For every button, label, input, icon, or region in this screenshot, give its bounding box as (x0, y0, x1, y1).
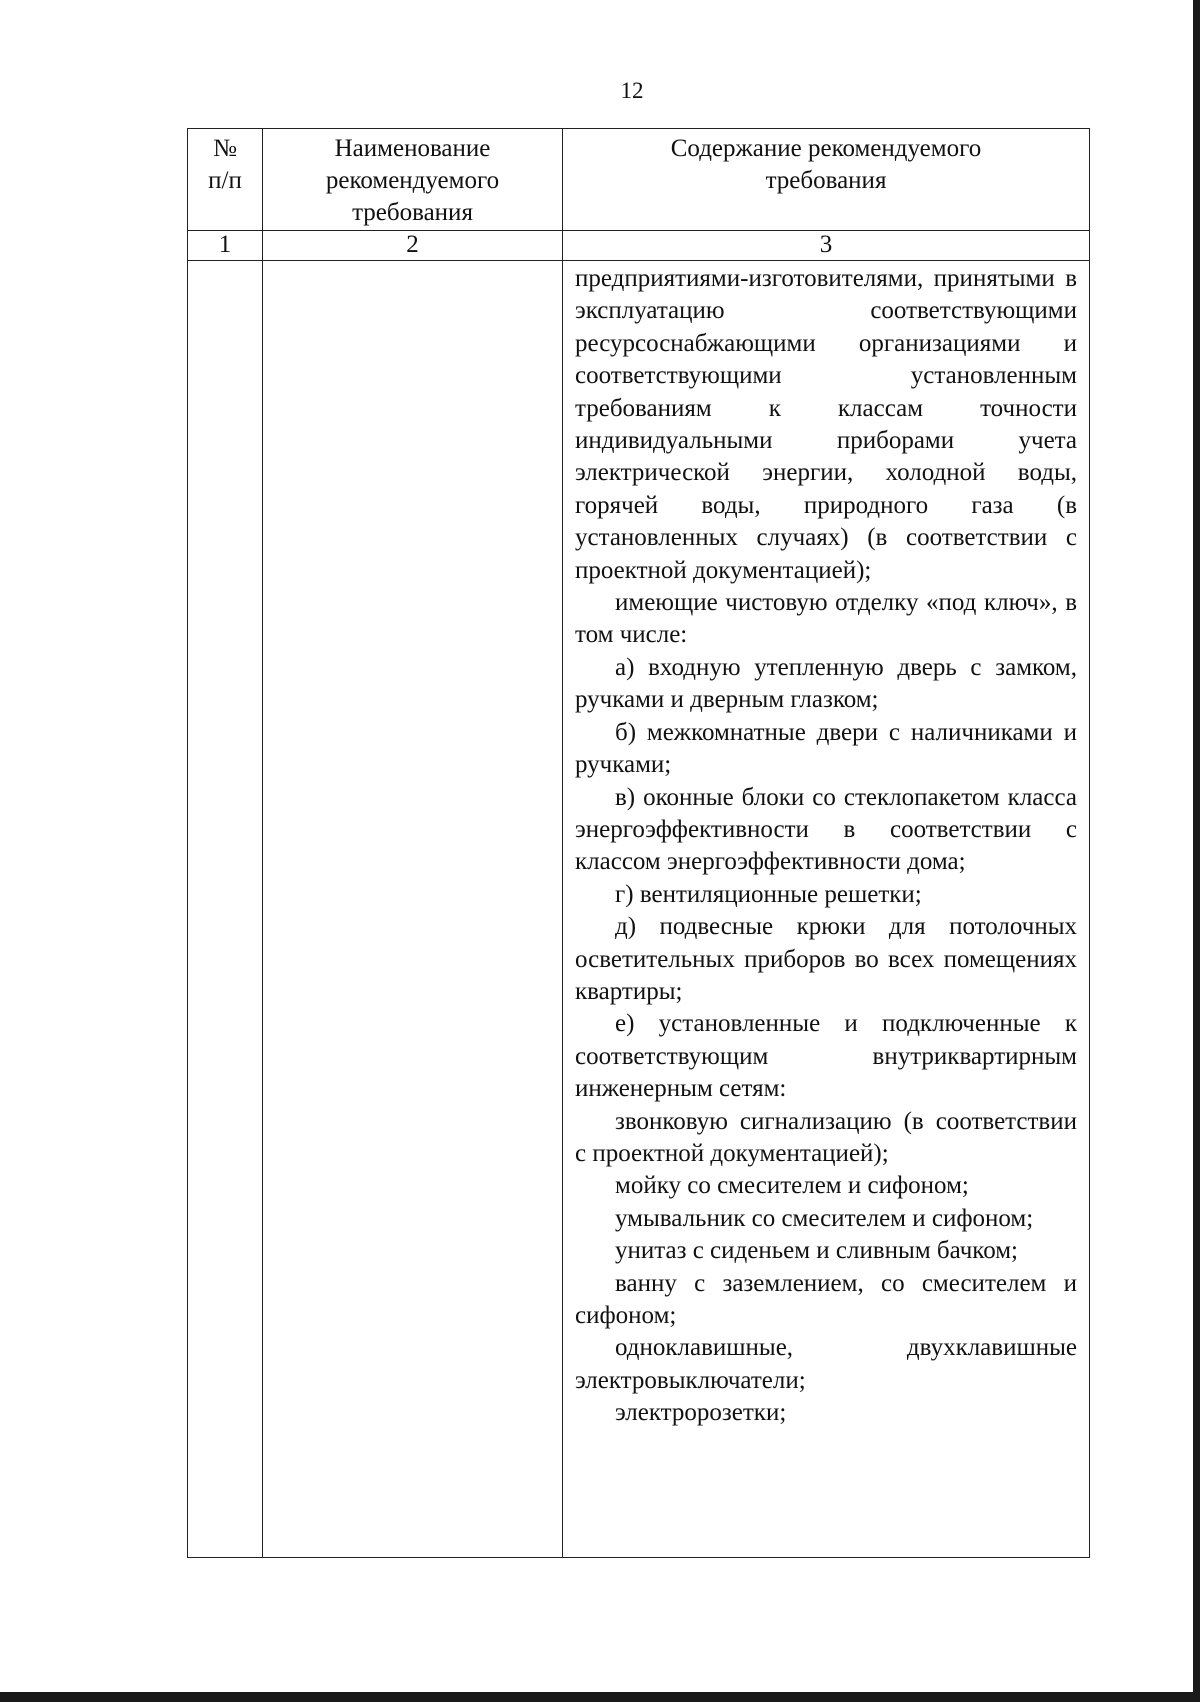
content-paragraph: предприятиями-изготовителями, принятыми в эксплуатацию соответствующими ресурсоснабжающими организациями и соответствующими установленным требованиям к классам точности индивидуальными приборами учета электрической энергии, холодной воды, горячей воды, природного газа (в установленных случаях) (в соответствии с проектной документацией); (575, 265, 1077, 584)
content-paragraph: в) оконные блоки со стеклопакетом класса энергоэффективности в соответствии с классом энергоэффективности дома; (575, 783, 1077, 876)
scan-edge-bottom (0, 1692, 1200, 1702)
page-number: 12 (620, 78, 644, 103)
cell-number (188, 261, 263, 1558)
cell-name (263, 261, 563, 1558)
content-paragraph: звонковую сигнализацию (в соответствии с проектной документацией); (575, 1107, 1077, 1167)
content-text (563, 261, 1089, 1430)
content-paragraph: одноклавишные, двухклавишные электровыключатели; (575, 1334, 1077, 1394)
header-number: № п/п (188, 129, 263, 231)
header-name: Наименование рекомендуемого требования (263, 129, 563, 231)
content-paragraph: имеющие чистовую отделку «под ключ», в том числе: (575, 589, 1077, 649)
content-paragraph: г) вентиляционные решетки; (615, 880, 922, 908)
content-paragraph: а) входную утепленную дверь с замком, ручками и дверным глазком; (575, 653, 1077, 714)
content-paragraph: е) установленные и подключенные к соответствующим внутриквартирным инженерным сетям: (575, 1010, 1077, 1103)
content-paragraph: электророзетки; (615, 1399, 787, 1427)
content-paragraph: б) межкомнатные двери с наличниками и ручками; (575, 718, 1077, 779)
column-number-1: 1 (188, 231, 263, 261)
content-paragraph: мойку со смесителем и сифоном; (615, 1172, 969, 1200)
column-number-row (188, 231, 1090, 261)
requirements-table (187, 128, 1090, 1558)
table-row (188, 261, 1090, 1558)
content-paragraph: умывальник со смесителем и сифоном; (615, 1204, 1034, 1232)
content-paragraph: д) подвесные крюки для потолочных осветительных приборов во всех помещениях квартиры; (575, 913, 1077, 1005)
content-paragraph: ванну с заземлением, со смесителем и сифоном; (575, 1269, 1077, 1329)
header-content: Содержание рекомендуемого требования (563, 129, 1090, 231)
scan-edge-right (1193, 0, 1200, 1702)
column-number-3: 3 (563, 231, 1090, 261)
header-row (188, 129, 1090, 231)
column-number-2: 2 (263, 231, 563, 261)
cell-content (563, 261, 1090, 1558)
content-paragraph: унитаз с сиденьем и сливным бачком; (615, 1237, 1018, 1265)
